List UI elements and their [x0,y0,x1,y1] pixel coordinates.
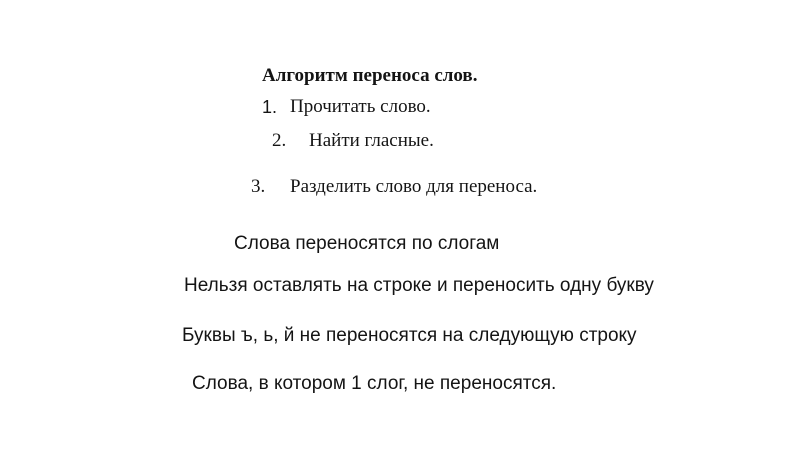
rule-soft-hard-signs: Буквы ъ, ь, й не переносятся на следующую строку [182,325,637,346]
algorithm-title: Алгоритм переноса слов. [262,65,478,86]
step-text-1: Прочитать слово. [290,96,431,117]
step-number-2: 2. [272,130,287,151]
rule-one-syllable: Слова, в котором 1 слог, не переносятся. [192,373,557,394]
step-text-2: Найти гласные. [309,130,434,151]
step-text-3: Разделить слово для переноса. [290,176,538,197]
rule-single-letter: Нельзя оставлять на строке и переносить одну букву [184,275,654,296]
step-number-3: 3. [251,176,266,197]
step-number-1: 1. [262,97,278,117]
rule-syllables: Слова переносятся по слогам [234,233,500,254]
